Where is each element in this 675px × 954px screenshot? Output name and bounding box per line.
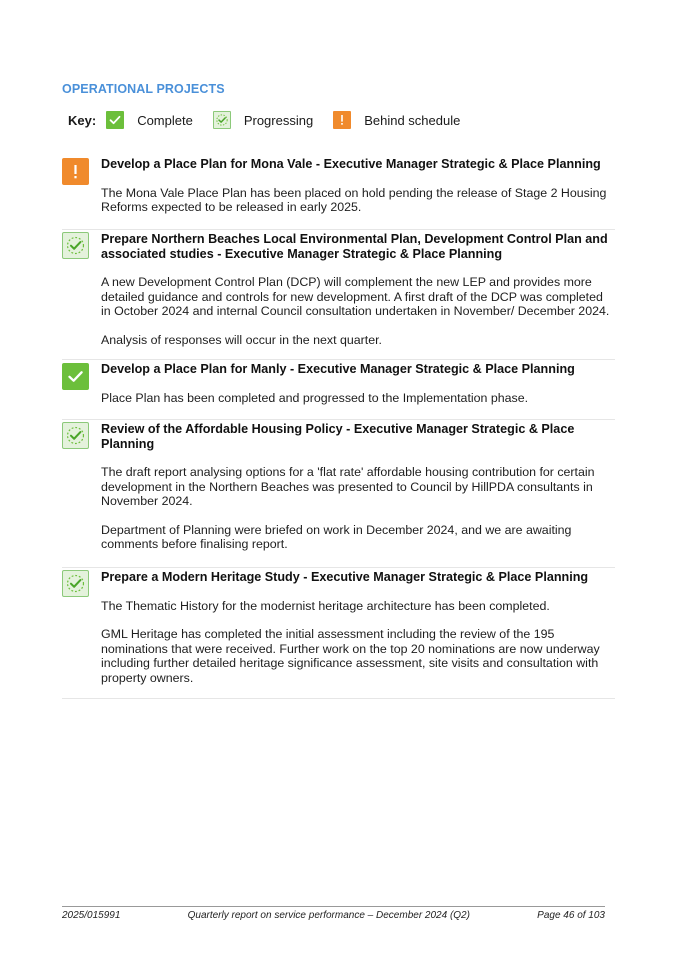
project-description: Analysis of responses will occur in the next quarter.	[101, 332, 382, 347]
project-description: Department of Planning were briefed on work in December 2024, and we are awaiting comments before finalising report.	[101, 522, 572, 551]
project-title: Develop a Place Plan for Manly - Executive Manager Strategic & Place Planning	[101, 362, 575, 376]
project-description: The Thematic History for the modernist heritage architecture has been completed.	[101, 598, 550, 613]
key-progressing-label: Progressing	[243, 112, 314, 128]
key-label: Key:	[68, 112, 97, 128]
divider	[62, 698, 615, 699]
project-item	[62, 232, 615, 347]
progressing-icon	[62, 422, 89, 449]
project-item	[62, 570, 615, 685]
project-title: Develop a Place Plan for Mona Vale - Executive Manager Strategic & Place Planning	[101, 157, 601, 171]
project-description: GML Heritage has completed the initial assessment including the review of the 195 nominations that were received. Further work on the top 20 nominations are now underway including further detailed heritage significance assessment, site visits and consultation with property owners.	[101, 627, 600, 685]
project-description: A new Development Control Plan (DCP) will complement the new LEP and provides more detailed guidance and controls for new development. A first draft of the DCP was completed in October 2024 and internal Council consultation undertaken in November/ December 2024.	[101, 275, 610, 318]
divider	[62, 419, 615, 420]
page-number: Page 46 of 103	[537, 910, 605, 921]
project-title: Prepare a Modern Heritage Study - Executive Manager Strategic & Place Planning	[101, 570, 589, 584]
project-description: The draft report analysing options for a 'flat rate' affordable housing contribution for certain development in the Northern Beaches was presented to Council by HillPDA consultants in November 2024.	[101, 465, 595, 508]
key-behind-schedule-label: Behind schedule	[364, 112, 461, 128]
footer-divider	[62, 906, 605, 907]
divider	[62, 567, 615, 568]
project-description: Place Plan has been completed and progressed to the Implementation phase.	[101, 390, 529, 405]
project-item	[62, 362, 615, 405]
behind-schedule-icon	[62, 157, 89, 185]
project-title: Prepare Northern Beaches Local Environmental Plan, Development Control Plan and associated studies - Executive Manager Strategic & Place Planning	[101, 232, 608, 261]
progressing-icon	[213, 111, 231, 129]
complete-icon	[62, 362, 89, 390]
document-number: 2025/015991	[62, 910, 121, 921]
progressing-icon	[62, 570, 89, 597]
status-key	[68, 110, 480, 130]
progressing-icon	[62, 232, 89, 259]
key-complete-label: Complete	[137, 112, 193, 128]
report-title: Quarterly report on service performance – December 2024 (Q2)	[187, 910, 470, 921]
behind-schedule-icon	[333, 111, 351, 129]
project-title: Review of the Affordable Housing Policy - Executive Manager Strategic & Place Planning	[101, 422, 575, 451]
complete-icon	[106, 111, 124, 129]
project-item	[62, 422, 615, 552]
divider	[62, 229, 615, 230]
divider	[62, 359, 615, 360]
project-description: The Mona Vale Place Plan has been placed on hold pending the release of Stage 2 Housing Reforms expected to be released in early 2025.	[101, 185, 607, 214]
page-footer	[62, 910, 605, 921]
section-title: OPERATIONAL PROJECTS	[62, 82, 225, 96]
project-item	[62, 157, 615, 215]
